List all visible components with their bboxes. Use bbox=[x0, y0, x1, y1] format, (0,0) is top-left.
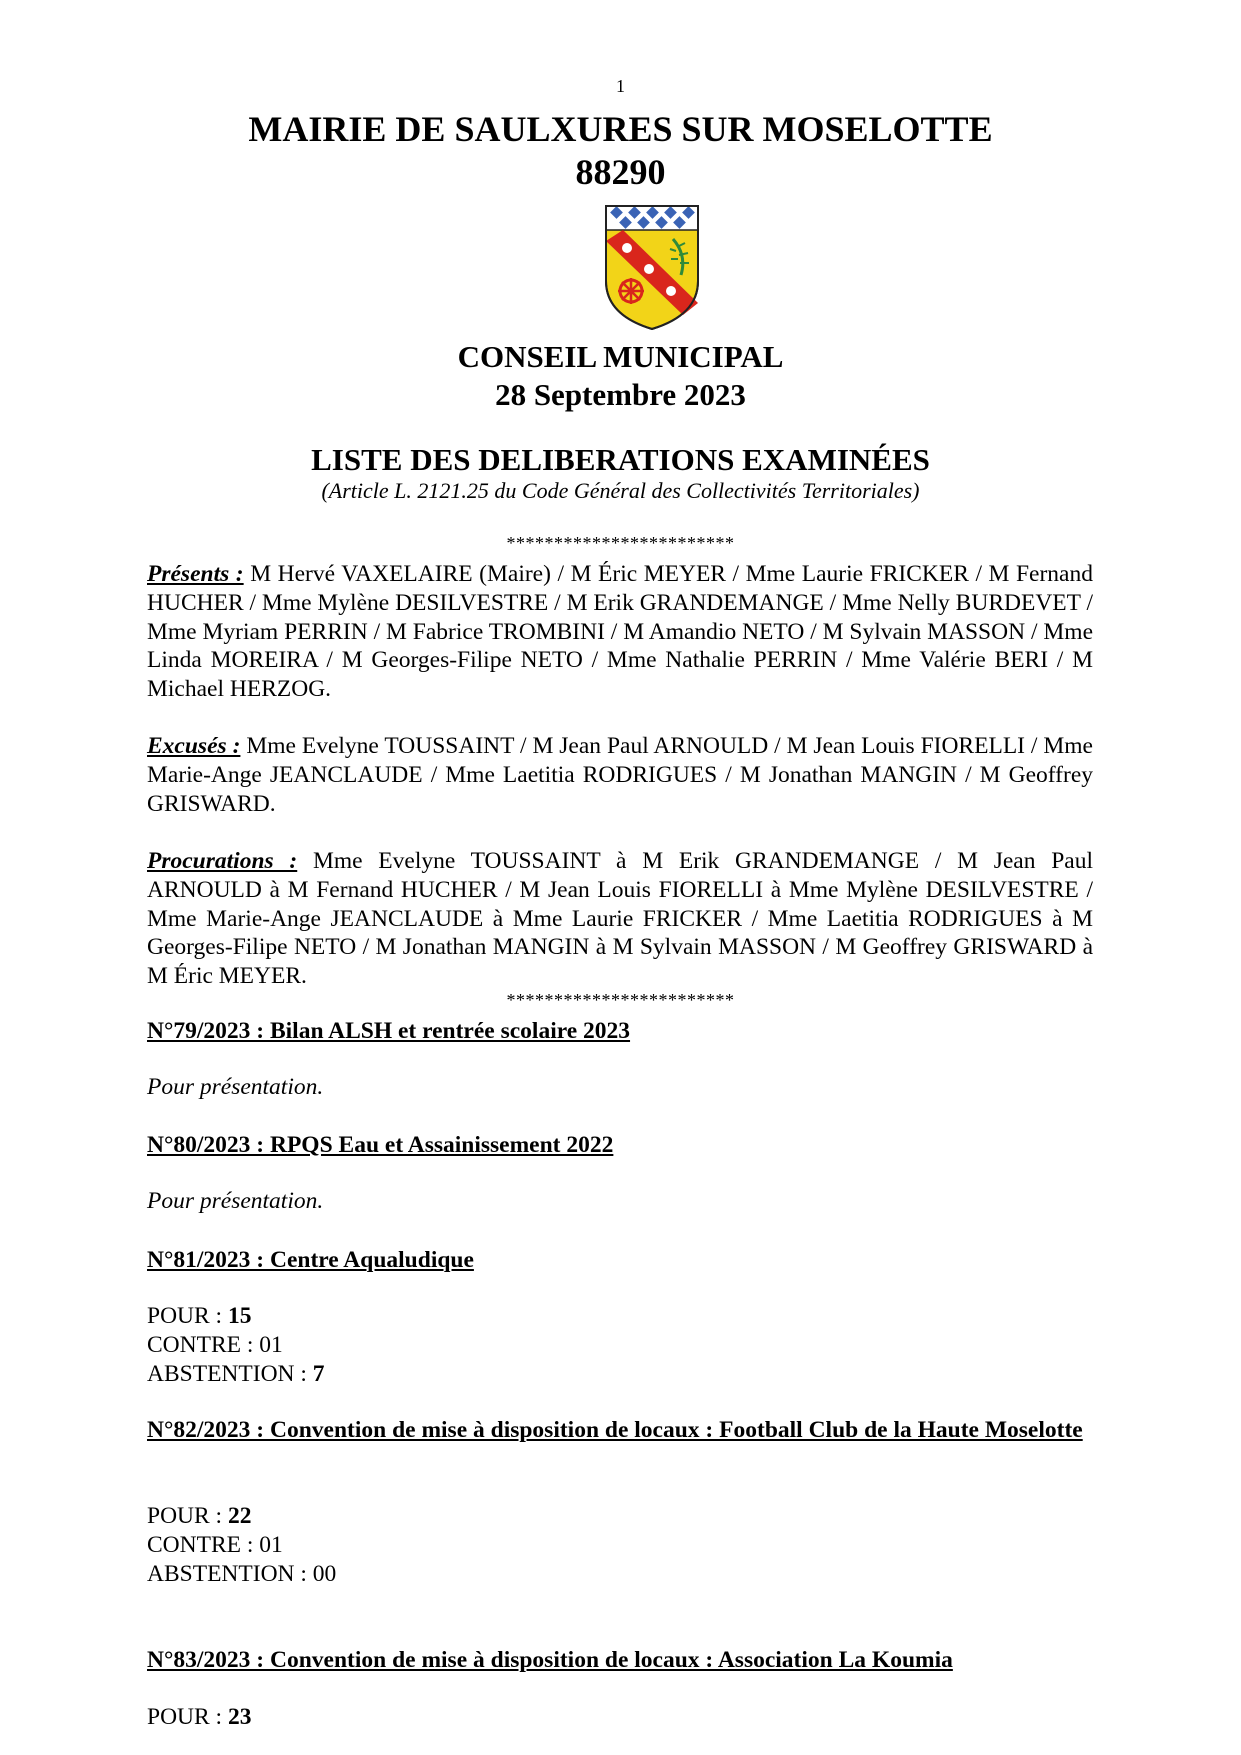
presents-paragraph bbox=[147, 560, 1093, 704]
excuses-text: Mme Evelyne TOUSSAINT / M Jean Paul ARNOULD / M Jean Louis FIORELLI / Mme Marie-Ange JEANCLAUDE / Mme Laetitia RODRIGUES / M Jonathan MANGIN / M Geoffrey GRISWARD. bbox=[147, 733, 1093, 817]
separator-top: ************************ bbox=[506, 533, 735, 553]
procurations-paragraph bbox=[147, 847, 1093, 991]
page-number: 1 bbox=[616, 76, 625, 96]
presents-text: M Hervé VAXELAIRE (Maire) / M Éric MEYER / Mme Laurie FRICKER / M Fernand HUCHER / Mme Mylène DESILVESTRE / M Erik GRANDEMANGE / Mme Nelly BURDEVET / Mme Myriam PERRIN / M Fabrice TROMBINI / M Amandio NETO / M Sylvain MASSON / Mme Linda MOREIRA / M Georges-Filipe NETO / Mme Nathalie PERRIN / Mme Valérie BERI / M Michael HERZOG. bbox=[147, 561, 1093, 703]
deliberation-83-votes bbox=[147, 1703, 251, 1732]
deliberation-82-title: N°82/2023 : Convention de mise à disposition de locaux : Football Club de la Haute Moselotte bbox=[147, 1417, 1083, 1443]
deliberation-81-votes bbox=[147, 1302, 325, 1389]
vote-pour: POUR : 15 bbox=[147, 1303, 252, 1329]
vote-pour: POUR : 22 bbox=[147, 1503, 252, 1529]
coat-of-arms-icon bbox=[603, 203, 701, 331]
deliberation-79-title: N°79/2023 : Bilan ALSH et rentrée scolaire 2023 bbox=[147, 1018, 631, 1044]
excuses-paragraph bbox=[147, 732, 1093, 818]
council-heading bbox=[0, 338, 1241, 414]
article-reference: (Article L. 2121.25 du Code Général des Collectivités Territoriales) bbox=[321, 478, 920, 503]
mairie-name: MAIRIE DE SAULXURES SUR MOSELOTTE bbox=[248, 109, 993, 149]
separator-bottom: ************************ bbox=[506, 990, 735, 1010]
vote-contre: CONTRE : 01 bbox=[147, 1332, 283, 1358]
deliberation-80-note: Pour présentation. bbox=[147, 1188, 324, 1214]
deliberation-79-note: Pour présentation. bbox=[147, 1074, 324, 1100]
postcode: 88290 bbox=[575, 152, 666, 192]
council-date: 28 Septembre 2023 bbox=[495, 377, 746, 412]
deliberation-83-title: N°83/2023 : Convention de mise à disposition de locaux : Association La Koumia bbox=[147, 1647, 953, 1673]
vote-abstention: ABSTENTION : 00 bbox=[147, 1561, 337, 1587]
deliberation-81-title: N°81/2023 : Centre Aqualudique bbox=[147, 1247, 474, 1273]
vote-pour: POUR : 23 bbox=[147, 1704, 252, 1730]
deliberation-80-title: N°80/2023 : RPQS Eau et Assainissement 2022 bbox=[147, 1132, 614, 1158]
presents-label: Présents : bbox=[147, 561, 244, 587]
procurations-text: Mme Evelyne TOUSSAINT à M Erik GRANDEMANGE / M Jean Paul ARNOULD à M Fernand HUCHER / M Jean Louis FIORELLI à Mme Mylène DESILVESTRE / Mme Marie-Ange JEANCLAUDE à Mme Laurie FRICKER / Mme Laetitia RODRIGUES à M Georges-Filipe NETO / M Jonathan MANGIN à M Sylvain MASSON / M Geoffrey GRISWARD à M Éric MEYER. bbox=[147, 848, 1093, 990]
vote-abstention: ABSTENTION : 7 bbox=[147, 1361, 325, 1387]
excuses-label: Excusés : bbox=[147, 733, 241, 759]
procurations-label: Procurations : bbox=[147, 848, 298, 874]
list-title: LISTE DES DELIBERATIONS EXAMINÉES bbox=[311, 442, 930, 477]
deliberation-82-votes bbox=[147, 1502, 336, 1589]
vote-contre: CONTRE : 01 bbox=[147, 1532, 283, 1558]
mairie-heading bbox=[0, 108, 1241, 194]
council-title: CONSEIL MUNICIPAL bbox=[457, 339, 784, 374]
